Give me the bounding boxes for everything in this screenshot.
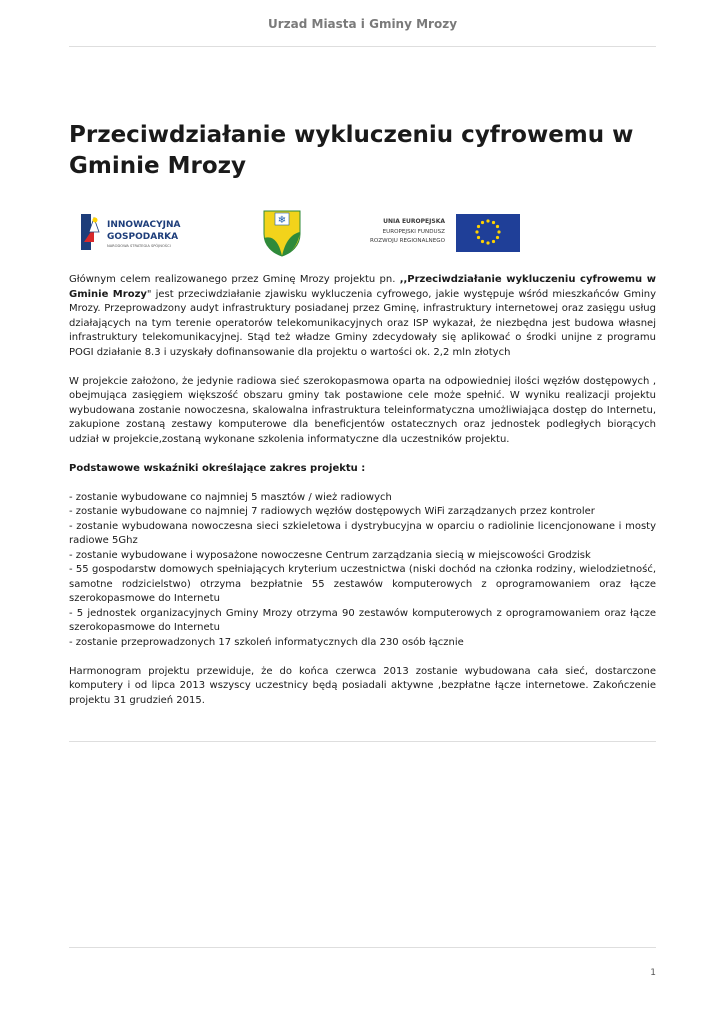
spacer bbox=[69, 447, 656, 462]
paragraph-intro bbox=[69, 273, 656, 360]
innowacyjna-gospodarka-logo bbox=[81, 212, 201, 252]
indicator-item: - 5 jednostek organizacyjnych Gminy Mrozy otrzyma 90 zestawów komputerowych z oprogramowaniem oraz łącze szerokopasmowe do Internetu bbox=[69, 607, 656, 633]
indicator-item: - 55 gospodarstw domowych spełniających kryterium uczestnictwa (niski dochód na członka rodziny, wielodzietność, samotne rodzicielstwo) otrzyma bezpłatnie 55 zestawów komputerowych z oprogramowaniem oraz łącze szerokopasmowe do Internetu bbox=[69, 564, 656, 604]
ue-logo-line1: UNIA EUROPEJSKA bbox=[383, 218, 445, 225]
site-header: Urzad Miasta i Gminy Mrozy bbox=[267, 17, 458, 31]
page-title: Przeciwdziałanie wykluczeniu cyfrowemu w Gminie Mrozy bbox=[69, 122, 634, 179]
header-divider bbox=[69, 46, 656, 47]
intro-text-start: Głównym celem realizowanego przez Gminę Mrozy projektu pn. bbox=[69, 274, 400, 285]
spacer bbox=[69, 360, 656, 375]
project-name: ,,Przeciwdziałanie wykluczeniu cyfrowemu w Gminie Mrozy bbox=[69, 274, 656, 300]
eu-star bbox=[486, 219, 489, 222]
indicator-item: - zostanie wybudowana nowoczesna sieci szkieletowa i dystrybucyjna w oparciu o radiolinie licencjonowane i mosty radiowe 5Ghz bbox=[69, 520, 656, 546]
eu-star bbox=[496, 236, 499, 239]
indicator-item: - zostanie wybudowane i wyposażone nowoczesne Centrum zarządzania siecią w miejscowości Grodzisk bbox=[69, 549, 591, 561]
indicators-heading: Podstawowe wskaźniki określające zakres projektu : bbox=[69, 462, 366, 474]
content-divider bbox=[69, 741, 656, 742]
eu-star bbox=[481, 240, 484, 243]
article-body bbox=[69, 273, 656, 708]
ig-logo-star bbox=[93, 218, 98, 223]
unia-europejska-logo bbox=[361, 211, 521, 253]
paragraph-schedule: Harmonogram projektu przewiduje, że do końca czerwca 2013 zostanie wybudowana cała sieć, dostarczone komputery i od lipca 2013 wszyscy uczestnicy będą posiadali aktywne ,bezpłatne łącze internetowe. Zakończenie projektu 31 grudzień 2015. bbox=[69, 665, 656, 706]
footer-divider bbox=[69, 947, 656, 948]
eu-star bbox=[497, 230, 500, 233]
logo-strip bbox=[69, 208, 656, 258]
page-number: 1 bbox=[650, 968, 656, 978]
ue-logo-line3: ROZWOJU REGIONALNEGO bbox=[370, 238, 445, 244]
spacer bbox=[69, 476, 656, 491]
ue-logo-line2: EUROPEJSKI FUNDUSZ bbox=[382, 229, 445, 235]
eu-star bbox=[492, 221, 495, 224]
eu-star bbox=[496, 225, 499, 228]
indicator-item: - zostanie wybudowane co najmniej 5 masztów / wież radiowych bbox=[69, 491, 392, 503]
eu-star bbox=[477, 236, 480, 239]
spacer bbox=[69, 650, 656, 665]
ig-logo-line1: INNOWACYJNA bbox=[107, 220, 181, 230]
gmina-mrozy-crest bbox=[261, 208, 303, 258]
ig-logo-line2: GOSPODARKA bbox=[107, 232, 179, 242]
eu-star bbox=[475, 230, 478, 233]
indicator-item: - zostanie wybudowane co najmniej 7 radiowych węzłów dostępowych WiFi zarządzanych przez kontroler bbox=[69, 506, 595, 517]
intro-text-rest: " jest przeciwdziałanie zjawisku wykluczenia cyfrowego, jakie występuje wśród mieszkańców Gminy Mrozy. Przeprowadzony audyt infrastruktury posiadanej przez Gminę, infrastruktury internetowej oraz zasięgu usług działających na tym terenie operatorów telekomunikacyjnych oraz ISP wykazał, że niezbędna jest budowa własnej infrastruktury telekomunikacyjnej. Stąd też władze Gminy zdecydowały się aplikować o środki unijne z programu POGI działanie 8.3 i uzyskały dofinansowanie dla projektu o wartości ok. 2,2 mln złotych bbox=[69, 288, 656, 358]
paragraph-assumptions: W projekcie założono, że jedynie radiowa sieć szerokopasmowa oparta na odpowiedniej ilości węzłów dostępowych , obejmująca zasięgiem większość obszaru gminy tak postawione cele może spełnić. W wyniku realizacji projektu wybudowana zostanie nowoczesna, skalowalna infrastruktura teleinformatyczna umożliwiająca dostęp do Internetu, zakupione zostaną zestawy komputerowe dla beneficjentów ostatecznych oraz jednostek podległych biorących udział w projekcie,zostaną wykonane szkolenia informatyczne dla uczestników projektu. bbox=[69, 375, 656, 445]
indicator-item: - zostanie przeprowadzonych 17 szkoleń informatycznych dla 230 osób łącznie bbox=[69, 636, 464, 648]
eu-star bbox=[477, 225, 480, 228]
ig-logo-line3: NARODOWA STRATEGIA SPÓJNOŚCI bbox=[107, 244, 171, 248]
eu-star bbox=[486, 241, 489, 244]
eu-star bbox=[492, 240, 495, 243]
eu-star bbox=[481, 221, 484, 224]
snowflake-icon: ❄ bbox=[277, 215, 287, 226]
